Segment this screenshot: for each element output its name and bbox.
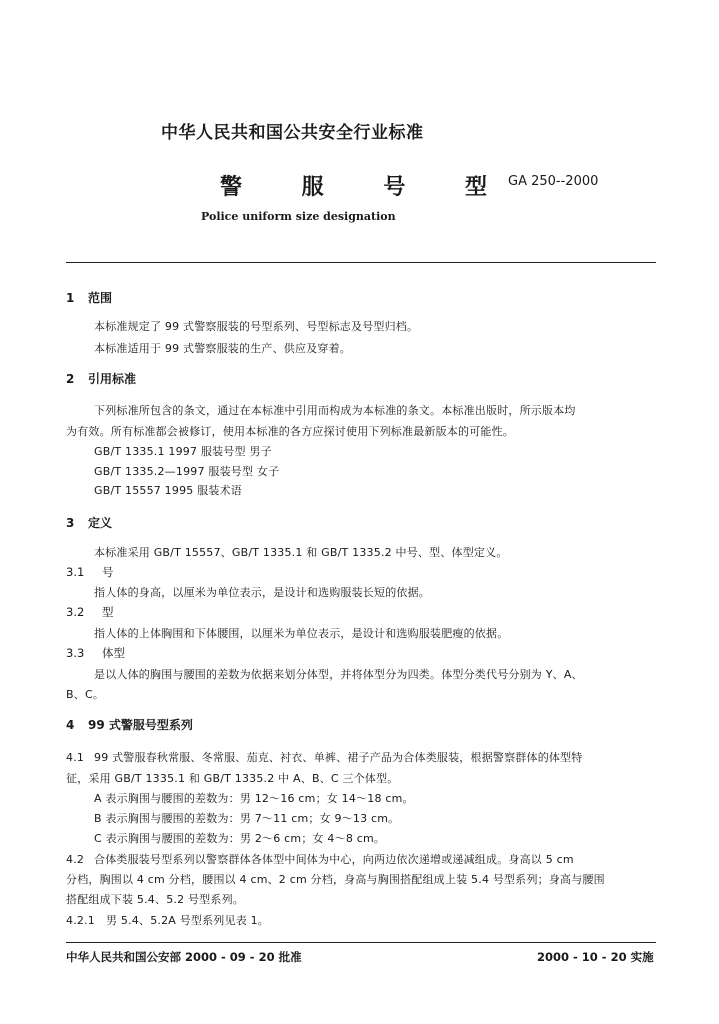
section-2-paragraph-line-1: 下列标准所包含的条文，通过在本标准中引用而构成为本标准的条文。本标准出版时，所示版本均 [94, 404, 576, 417]
issuing-organization: 中华人民共和国公共安全行业标准 [161, 123, 424, 143]
clause-4-1-line-1: 4.1 99 式警服春秋常服、冬常服、茄克、衬衣、单裤、裙子产品为合体类服装，根据警察群体的体型特 [66, 751, 583, 764]
standard-number: GA 250--2000 [508, 174, 599, 189]
clause-4-2-line-3: 搭配组成下装 5.4、5.2 号型系列。 [66, 893, 244, 906]
body-type-c: C 表示胸围与腰围的差数为：男 2～6 cm；女 4～8 cm。 [94, 832, 386, 845]
definition-3-3-text-line-2: B、C。 [66, 688, 105, 701]
section-4-heading: 4 99 式警服号型系列 [66, 718, 193, 732]
section-1-heading: 1 范围 [66, 291, 113, 305]
clause-4-2-line-2: 分档，胸围以 4 cm 分档，腰围以 4 cm、2 cm 分档，身高与胸围搭配组成上装 5.4 号型系列；身高与腰围 [66, 873, 605, 886]
header-divider [66, 262, 656, 263]
reference-standard-1: GB/T 1335.1 1997 服装号型 男子 [94, 445, 272, 458]
clause-4-1-line-2: 征，采用 GB/T 1335.1 和 GB/T 1335.2 中 A、B、C 三个体型。 [66, 772, 399, 785]
section-3-heading: 3 定义 [66, 516, 113, 530]
definition-3-1-heading: 3.1 号 [66, 565, 114, 579]
reference-standard-3: GB/T 15557 1995 服装术语 [94, 484, 242, 497]
clause-4-2-1: 4.2.1 男 5.4、5.2A 号型系列见表 1。 [66, 914, 269, 927]
definition-3-3-text-line-1: 是以人体的胸围与腰围的差数为依据来划分体型，并将体型分为四类。体型分类代号分别为 Y、A、 [94, 668, 583, 681]
section-1-paragraph-2: 本标准适用于 99 式警察服装的生产、供应及穿着。 [94, 342, 351, 355]
body-type-b: B 表示胸围与腰围的差数为：男 7～11 cm；女 9～13 cm。 [94, 812, 400, 825]
english-title: Police uniform size designation [201, 210, 396, 223]
effective-date: 2000 - 10 - 20 实施 [537, 950, 654, 964]
definition-3-3-heading: 3.3 体型 [66, 646, 125, 660]
section-3-paragraph: 本标准采用 GB/T 15557、GB/T 1335.1 和 GB/T 1335.2 中号、型、体型定义。 [94, 546, 508, 559]
document-title: 警 服 号 型 [220, 175, 513, 200]
body-type-a: A 表示胸围与腰围的差数为：男 12～16 cm；女 14～18 cm。 [94, 792, 414, 805]
section-2-paragraph-line-2: 为有效。所有标准都会被修订，使用本标准的各方应探讨使用下列标准最新版本的可能性。 [66, 425, 514, 438]
clause-4-2-line-1: 4.2 合体类服装号型系列以警察群体各体型中间体为中心，向两边依次递增或递减组成。身高以 5 cm [66, 853, 574, 866]
approval-statement: 中华人民共和国公安部 2000 - 09 - 20 批准 [66, 950, 302, 964]
section-1-paragraph-1: 本标准规定了 99 式警察服装的号型系列、号型标志及号型归档。 [94, 320, 419, 333]
definition-3-1-text: 指人体的身高，以厘米为单位表示，是设计和选购服装长短的依据。 [94, 586, 430, 599]
footer-divider [66, 942, 656, 943]
section-2-heading: 2 引用标准 [66, 372, 137, 386]
reference-standard-2: GB/T 1335.2—1997 服装号型 女子 [94, 465, 280, 478]
definition-3-2-text: 指人体的上体胸围和下体腰围，以厘米为单位表示，是设计和选购服装肥瘦的依据。 [94, 627, 509, 640]
definition-3-2-heading: 3.2 型 [66, 605, 114, 619]
